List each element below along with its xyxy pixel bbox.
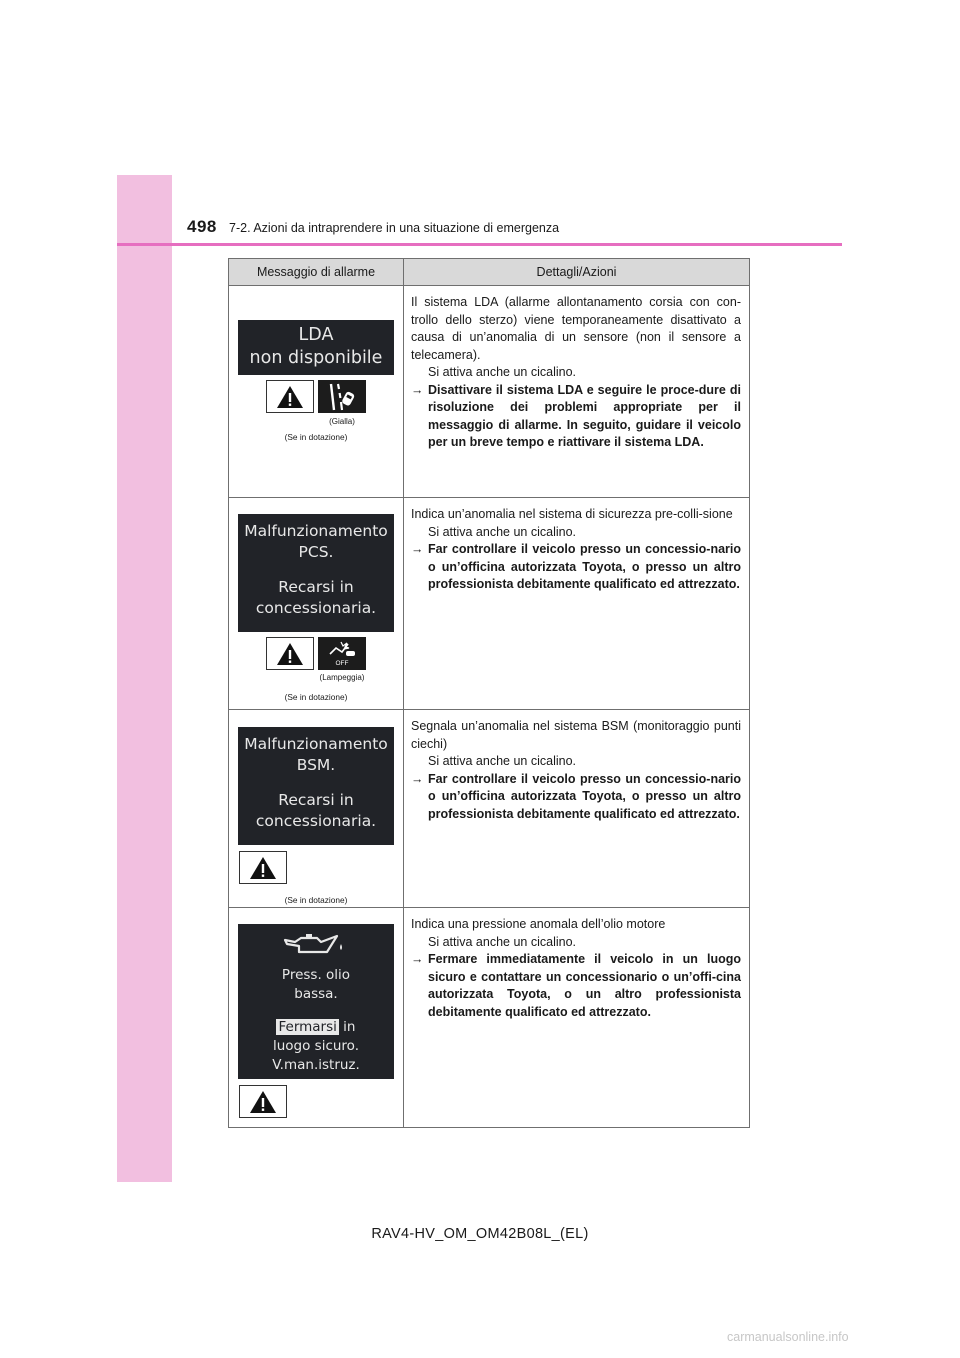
icon-caption: (Gialla) (329, 417, 355, 426)
table-row (229, 908, 750, 1128)
indicator-icons (230, 637, 402, 671)
oil-pressure-message-screen (238, 924, 394, 1079)
bsm-message-screen (238, 727, 394, 845)
details-cell (404, 908, 750, 1128)
availability-note: (Se in dotazione) (284, 432, 348, 442)
beep-text: Si attiva anche un cicalino. (428, 934, 577, 949)
document-code-footer: RAV4-HV_OM_OM42B08L_(EL) (371, 1226, 589, 1242)
availability-note: (Se in dotazione) (284, 895, 348, 905)
screen-line: Press. olio (281, 967, 351, 983)
beep-text: Si attiva anche un cicalino. (428, 754, 577, 768)
screen-line: BSM. (296, 756, 336, 774)
action-item (411, 771, 741, 824)
screen-line: luogo sicuro. (272, 1038, 360, 1054)
table-header-row (229, 259, 750, 286)
screen-line: LDA (298, 325, 334, 345)
warning-triangle-icon (239, 851, 287, 884)
detail-text: Indica un’anomalia nel sistema di sicurezza pre-colli-sione (411, 507, 733, 521)
action-text: Fermare immediatamente il veicolo in un luogo sicuro e contattare un concessionario o un’offi-cina autorizzata Toyota, o un altro professionista debitamente qualificato ed attrezzato. (428, 952, 741, 1019)
screen-line: bassa. (294, 986, 338, 1002)
detail-text: Segnala un’anomalia nel sistema BSM (monitoraggio punti ciechi) (411, 719, 741, 751)
screen-line: in (338, 1019, 356, 1035)
icon-caption: (Lampeggia) (319, 673, 365, 682)
arrow-icon: → (411, 382, 424, 397)
indicator-icons (230, 1085, 402, 1119)
screen-line: PCS. (298, 543, 334, 561)
lane-departure-icon (318, 380, 366, 413)
detail-text: Indica una pressione anomala dell’olio motore (411, 917, 666, 931)
beep-text: Si attiva anche un cicalino. (428, 365, 577, 379)
col-header-details: Dettagli/Azioni (404, 259, 750, 286)
warning-triangle-icon (266, 380, 314, 413)
screen-line: Recarsi in (278, 578, 354, 596)
chapter-sidebar-tab (117, 175, 172, 1182)
screen-line: Malfunzionamento (244, 522, 388, 540)
off-label: OFF (335, 660, 349, 667)
indicator-icons (230, 851, 402, 885)
table-row (229, 498, 750, 710)
table-row (229, 286, 750, 498)
action-text: Disattivare il sistema LDA e seguire le proce-dure di risoluzione dei problemi appropriate per il messaggio di allarme. In seguito, guidare il veicolo per un breve tempo e riattivare il sistema LDA. (428, 382, 741, 449)
message-cell (229, 498, 404, 710)
beep-text: Si attiva anche un cicalino. (428, 524, 577, 539)
action-item (411, 541, 741, 594)
detail-text: Il sistema LDA (allarme allontanamento corsia con con-trollo dello sterzo) viene temporaneamente disattivato a causa di un’anomalia di un sensore (non il sensore a telecamera). (411, 295, 741, 362)
warning-triangle-icon (266, 637, 314, 670)
details-cell (404, 286, 750, 498)
message-cell (229, 286, 404, 498)
watermark: carmanualsonline.info (727, 1330, 849, 1344)
table-row (229, 710, 750, 908)
screen-line: concessionaria. (255, 599, 377, 617)
details-cell (404, 498, 750, 710)
arrow-icon: → (411, 542, 424, 556)
warning-triangle-icon (239, 1085, 287, 1118)
section-title: 7-2. Azioni da intraprendere in una situazione di emergenza (229, 221, 560, 235)
message-cell (229, 710, 404, 908)
col-header-message: Messaggio di allarme (229, 259, 404, 286)
screen-line: Recarsi in (278, 791, 354, 809)
screen-highlight: Fermarsi (278, 1019, 337, 1035)
lda-message-screen (238, 320, 394, 375)
arrow-icon: → (411, 952, 424, 966)
action-item (411, 382, 741, 452)
screen-line: V.man.istruz. (272, 1057, 360, 1073)
screen-line: concessionaria. (255, 812, 377, 830)
availability-note: (Se in dotazione) (284, 692, 348, 702)
pcs-message-screen (238, 514, 394, 632)
screen-line: non disponibile (249, 348, 383, 368)
warning-messages-table (228, 258, 750, 1128)
action-text: Far controllare il veicolo presso un concessio-nario o un’officina autorizzata Toyota, o presso un altro professionista debitamente qualificato ed attrezzato. (428, 542, 741, 591)
screen-line: Malfunzionamento (244, 735, 388, 753)
page-number: 498 (187, 217, 217, 236)
oil-can-icon (281, 930, 351, 960)
details-cell (404, 710, 750, 908)
indicator-icons (230, 380, 402, 414)
header-rule (117, 243, 842, 246)
pcs-off-icon (318, 637, 366, 670)
action-text: Far controllare il veicolo presso un concessio-nario o un’officina autorizzata Toyota, o presso un altro professionista debitamente qualificato ed attrezzato. (428, 771, 741, 821)
action-item (411, 951, 741, 1021)
arrow-icon: → (411, 771, 424, 786)
message-cell (229, 908, 404, 1128)
